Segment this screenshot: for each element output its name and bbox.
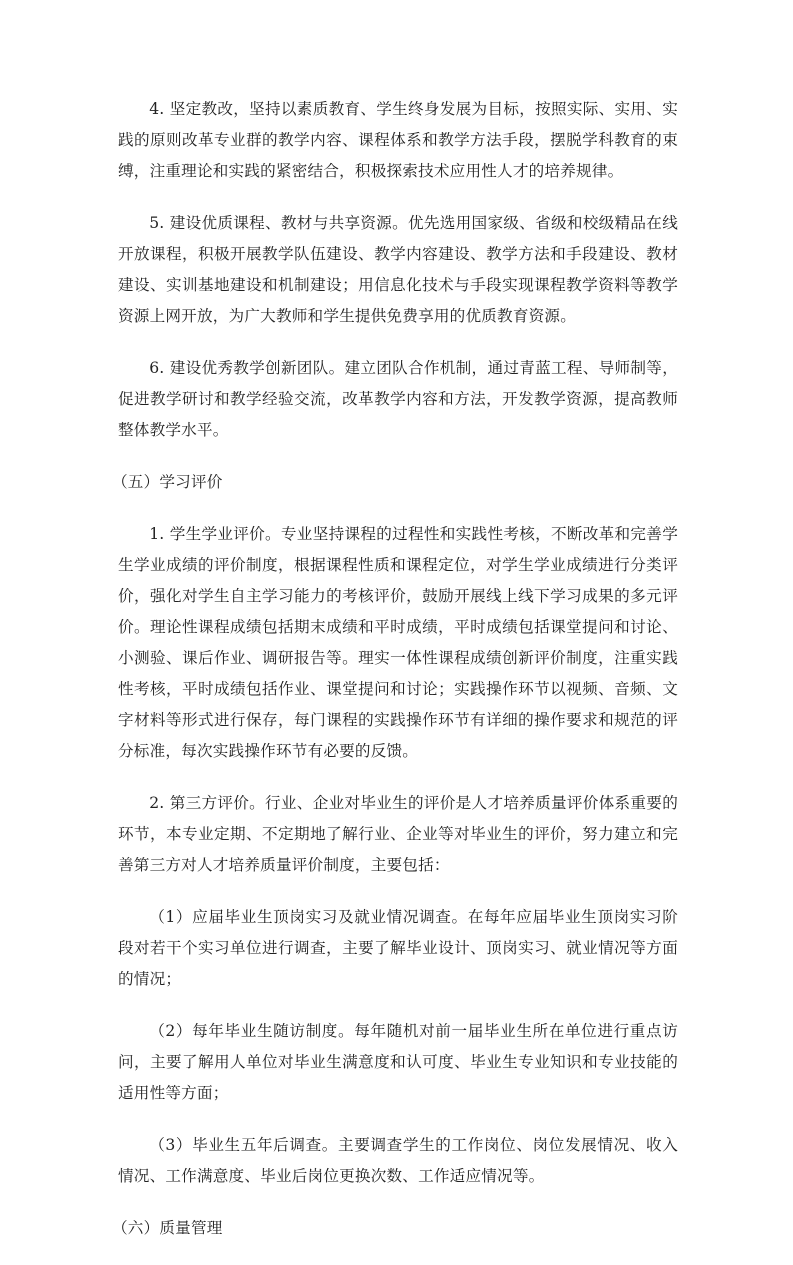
document-body	[112, 94, 678, 1265]
paragraph-teaching-reform: 4. 坚定教改，坚持以素质教育、学生终身发展为目标，按照实际、实用、实践的原则改革专业群的教学内容、课程体系和教学方法手段，摆脱学科教育的束缚，注重理论和实践的紧密结合，积极探索技术应用性人才的培养规律。	[118, 100, 678, 180]
paragraph-third-party-evaluation: 2. 第三方评价。行业、企业对毕业生的评价是人才培养质量评价体系重要的环节，本专业定期、不定期地了解行业、企业等对毕业生的评价，努力建立和完善第三方对人才培养质量评价制度，主要包括：	[118, 794, 678, 874]
paragraph-five-year-survey: （3）毕业生五年后调查。主要调查学生的工作岗位、岗位发展情况、收入情况、工作满意度、毕业后岗位更换次数、工作适应情况等。	[118, 1136, 678, 1185]
section-heading-quality-management: （六）质量管理	[112, 1219, 223, 1237]
paragraph-student-evaluation: 1. 学生学业评价。专业坚持课程的过程性和实践性考核，不断改革和完善学生学业成绩的评价制度，根据课程性质和课程定位，对学生学业成绩进行分类评价，强化对学生自主学习能力的考核评价，鼓励开展线上线下学习成果的多元评价。理论性课程成绩包括期末成绩和平时成绩，平时成绩包括课堂提问和讨论、小测验、课后作业、调研报告等。理实一体性课程成绩创新评价制度，注重实践性考核，平时成绩包括作业、课堂提问和讨论；实践操作环节以视频、音频、文字材料等形式进行保存，每门课程的实践操作环节有详细的操作要求和规范的评分标准，每次实践操作环节有必要的反馈。	[118, 525, 678, 760]
paragraph-teaching-team: 6. 建设优秀教学创新团队。建立团队合作机制，通过青蓝工程、导师制等，促进教学研讨和教学经验交流，改革教学内容和方法，开发教学资源，提高教师整体教学水平。	[118, 359, 678, 439]
paragraph-quality-courses: 5. 建设优质课程、教材与共享资源。优先选用国家级、省级和校级精品在线开放课程，积极开展教学队伍建设、教学内容建设、教学方法和手段建设、教材建设、实训基地建设和机制建设；用信息化技术与手段实现课程教学资料等教学资源上网开放，为广大教师和学生提供免费享用的优质教育资源。	[118, 214, 678, 325]
paragraph-internship-survey: （1）应届毕业生顶岗实习及就业情况调查。在每年应届毕业生顶岗实习阶段对若干个实习单位进行调查，主要了解毕业设计、顶岗实习、就业情况等方面的情况；	[118, 908, 678, 988]
paragraph-graduate-followup: （2）每年毕业生随访制度。每年随机对前一届毕业生所在单位进行重点访问，主要了解用人单位对毕业生满意度和认可度、毕业生专业知识和专业技能的适用性等方面；	[118, 1022, 678, 1102]
section-heading-learning-evaluation: （五）学习评价	[112, 473, 223, 491]
